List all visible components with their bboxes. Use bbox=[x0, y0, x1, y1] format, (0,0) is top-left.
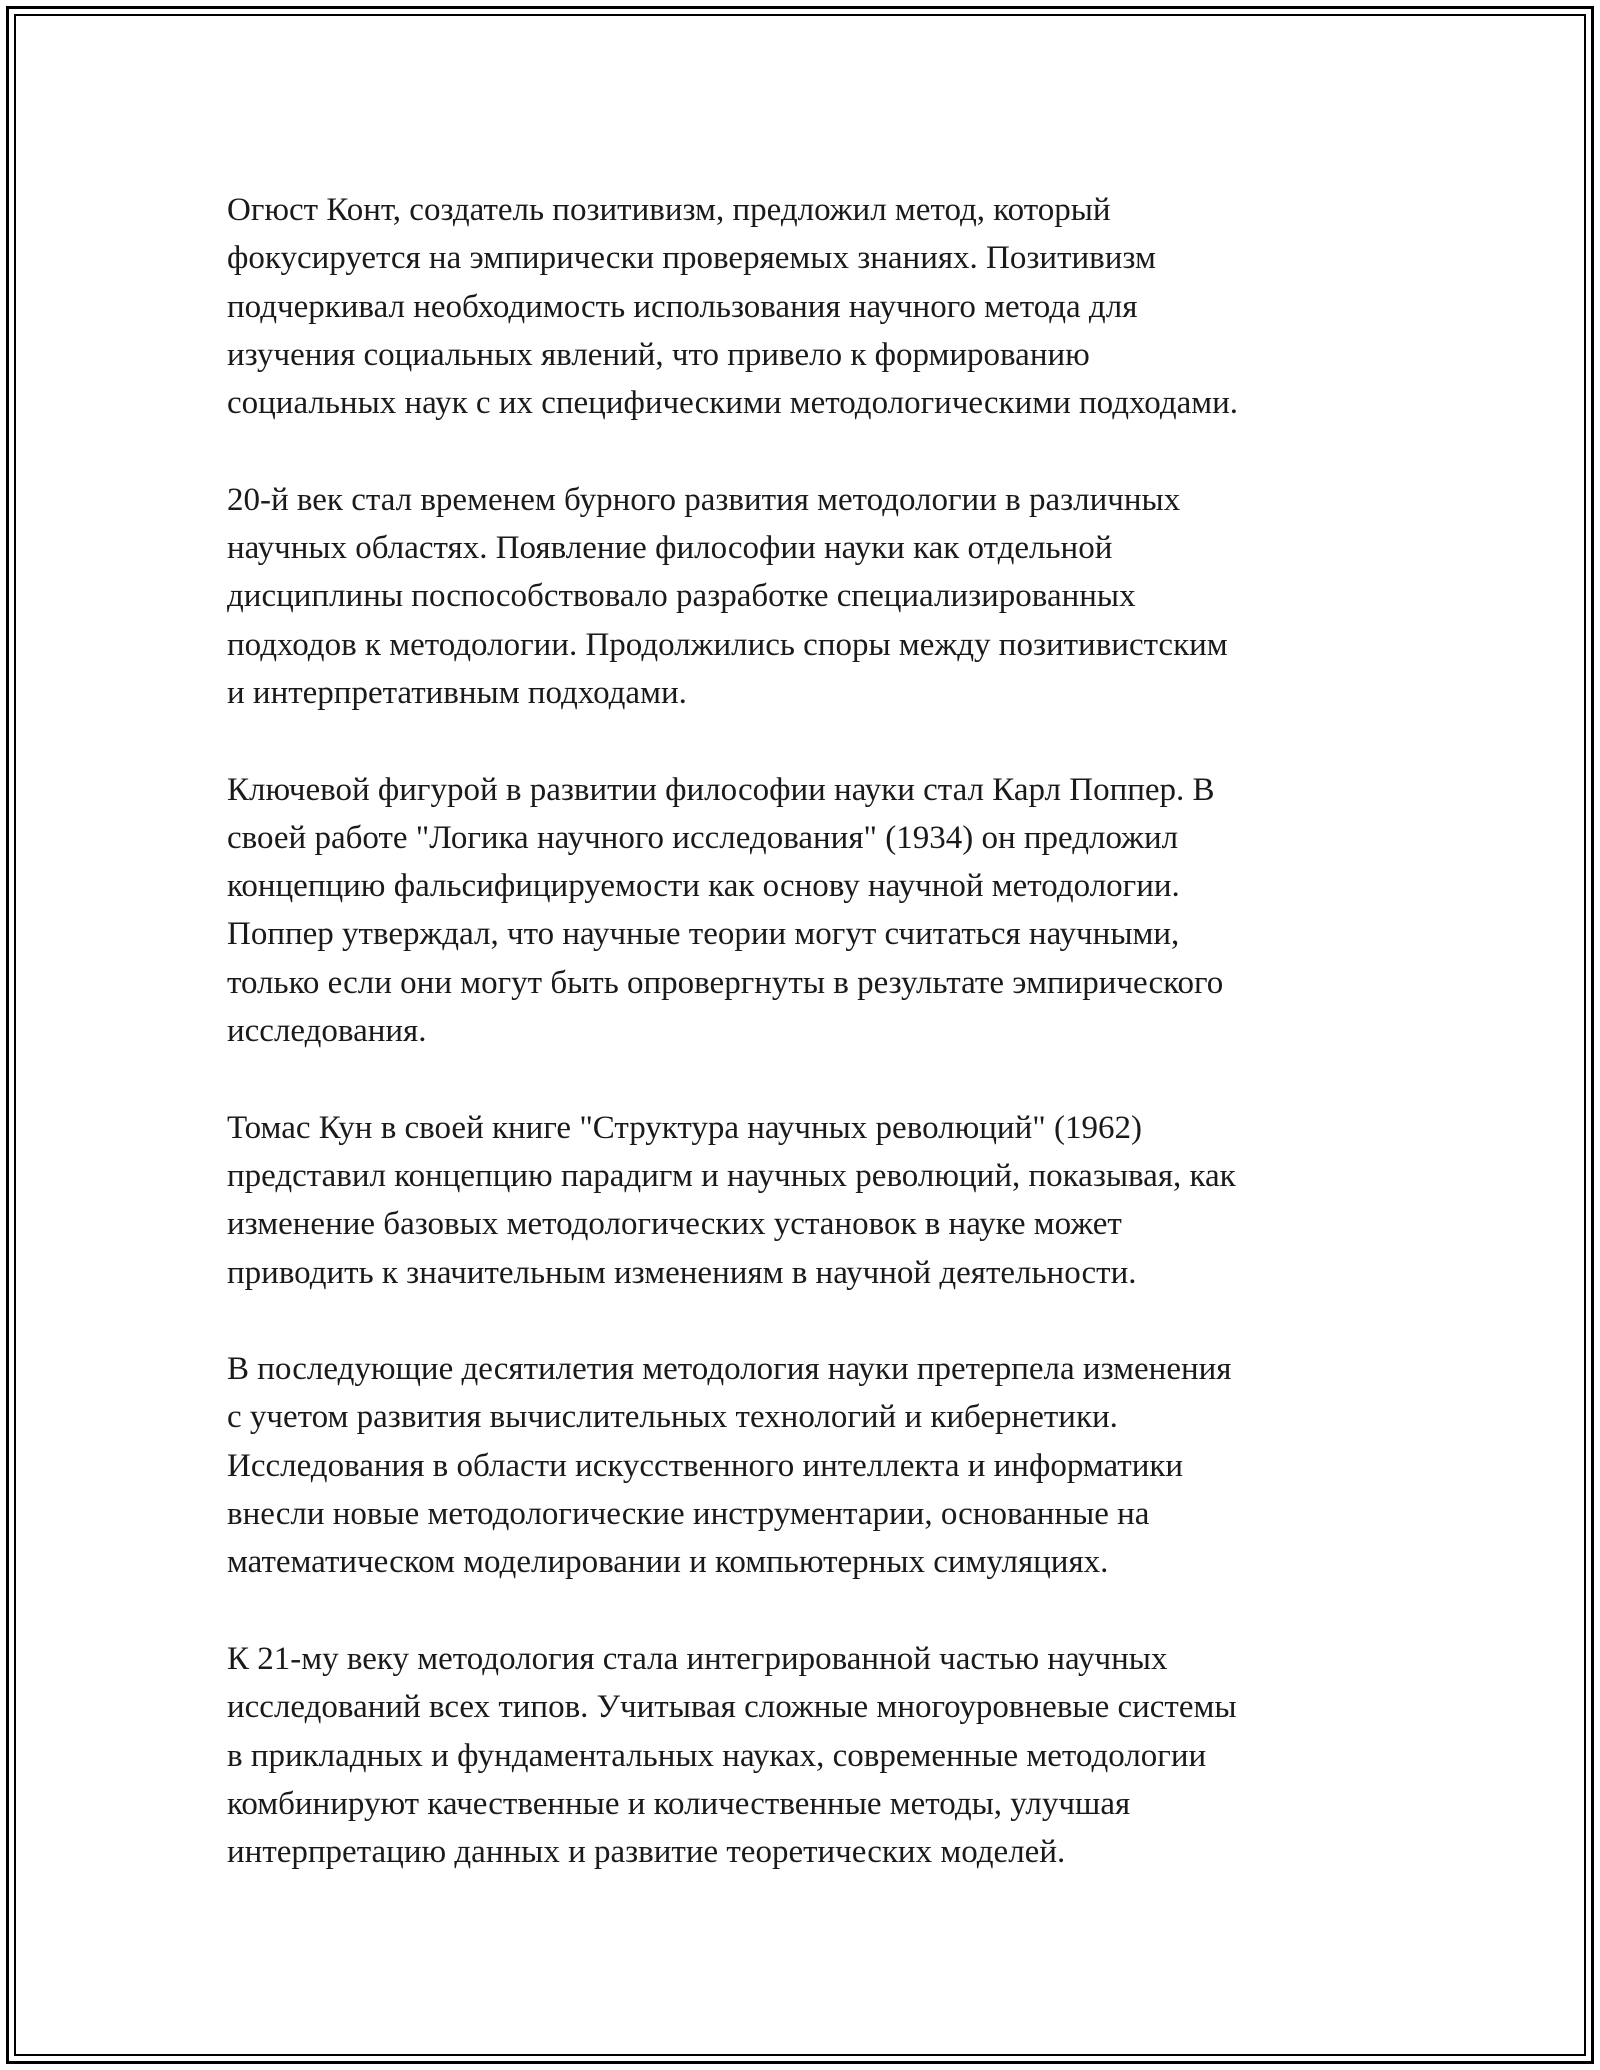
text-line: социальных наук с их специфическими методологическими подходами. bbox=[227, 385, 1239, 422]
text-line: подчеркивал необходимость использования научного метода для bbox=[227, 288, 1138, 325]
paragraph-3 bbox=[227, 766, 1387, 1056]
text-line: своей работе "Логика научного исследования" (1934) он предложил bbox=[227, 819, 1179, 856]
text-line: В последующие десятилетия методология науки претерпела изменения bbox=[227, 1351, 1232, 1388]
text-line: Ключевой фигурой в развитии философии науки стал Карл Поппер. В bbox=[227, 771, 1215, 808]
text-line: Томас Кун в своей книге "Структура научных революций" (1962) bbox=[227, 1109, 1142, 1146]
text-line: только если они могут быть опровергнуты в результате эмпирического bbox=[227, 964, 1224, 1001]
text-line: изменение базовых методологических установок в науке может bbox=[227, 1206, 1122, 1243]
paragraph-1 bbox=[227, 186, 1387, 427]
text-line: с учетом развития вычислительных технологий и кибернетики. bbox=[227, 1399, 1118, 1436]
text-line: фокусируется на эмпирически проверяемых знаниях. Позитивизм bbox=[227, 240, 1156, 277]
text-line: приводить к значительным изменениям в научной деятельности. bbox=[227, 1254, 1137, 1291]
text-line: научных областях. Появление философии науки как отдельной bbox=[227, 530, 1113, 567]
text-line: подходов к методологии. Продолжились споры между позитивистским bbox=[227, 626, 1228, 663]
text-line: дисциплины поспособствовало разработке специализированных bbox=[227, 578, 1136, 615]
text-line: К 21-му веку методология стала интегрированной частью научных bbox=[227, 1640, 1168, 1677]
text-line: изучения социальных явлений, что привело к формированию bbox=[227, 336, 1090, 373]
text-line: концепцию фальсифицируемости как основу научной методологии. bbox=[227, 868, 1180, 905]
document-body bbox=[227, 186, 1387, 1876]
text-line: Исследования в области искусственного интеллекта и информатики bbox=[227, 1447, 1184, 1484]
text-line: Поппер утверждал, что научные теории могут считаться научными, bbox=[227, 916, 1180, 953]
text-line: внесли новые методологические инструментарии, основанные на bbox=[227, 1496, 1150, 1533]
paragraph-2 bbox=[227, 476, 1387, 717]
text-line: исследования. bbox=[227, 1013, 427, 1050]
text-line: в прикладных и фундаментальных науках, современные методологии bbox=[227, 1737, 1207, 1774]
paragraph-5 bbox=[227, 1345, 1387, 1586]
text-line: исследований всех типов. Учитывая сложные многоуровневые системы bbox=[227, 1689, 1237, 1726]
paragraph-4 bbox=[227, 1104, 1387, 1297]
text-line: математическом моделировании и компьютерных симуляциях. bbox=[227, 1544, 1109, 1581]
text-line: представил концепцию парадигм и научных революций, показывая, как bbox=[227, 1157, 1236, 1194]
text-line: 20-й век стал временем бурного развития методологии в различных bbox=[227, 481, 1181, 518]
text-line: комбинируют качественные и количественные методы, улучшая bbox=[227, 1785, 1131, 1822]
text-line: интерпретацию данных и развитие теоретических моделей. bbox=[227, 1834, 1066, 1871]
text-line: и интерпретативным подходами. bbox=[227, 674, 687, 711]
text-line: Огюст Конт, создатель позитивизм, предложил метод, который bbox=[227, 192, 1111, 228]
paragraph-6 bbox=[227, 1635, 1387, 1876]
